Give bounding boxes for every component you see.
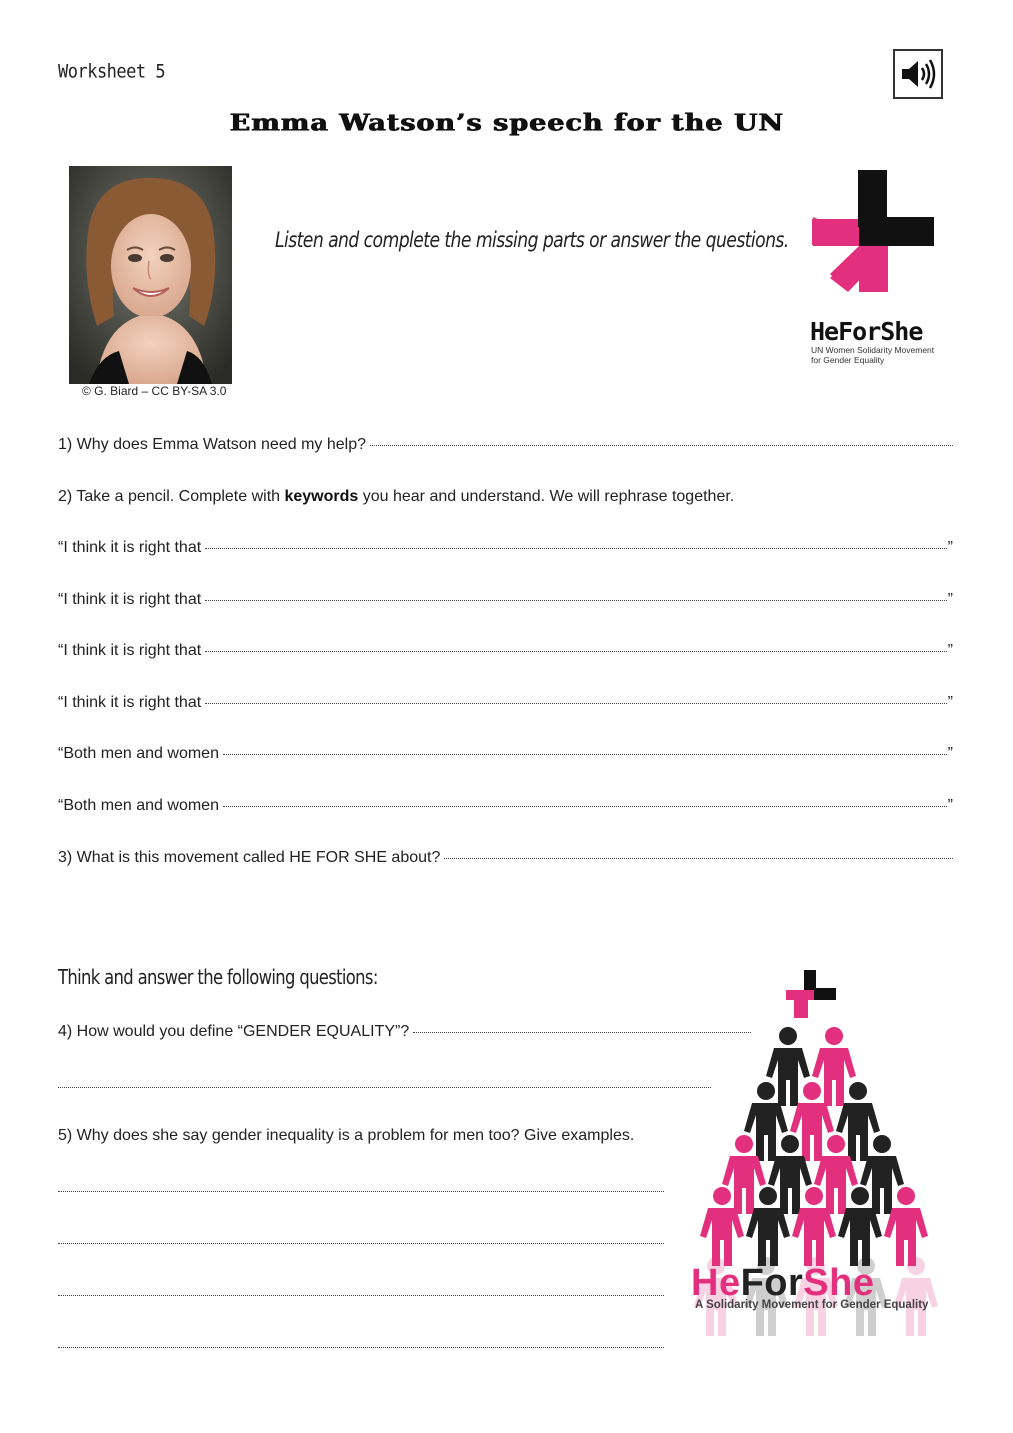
portrait-photo — [69, 166, 232, 384]
question-5: 5) Why does she say gender inequality is a problem for men too? Give examples. — [58, 1127, 635, 1144]
question-2: 2) Take a pencil. Complete with keywords you hear and understand. We will rephrase together. — [58, 488, 735, 505]
photo-credit: © G. Biard – CC BY-SA 3.0 — [82, 384, 227, 398]
answer-blank[interactable] — [205, 702, 947, 704]
answer-blank[interactable] — [205, 650, 947, 652]
question-1: 1) Why does Emma Watson need my help? — [58, 436, 953, 454]
think-line: “I think it is right that ” — [58, 694, 953, 711]
audio-play-button[interactable] — [893, 49, 943, 99]
speaker-icon — [898, 57, 938, 91]
pyramid-logo-name: HeForShe — [691, 1262, 875, 1304]
think-line: “I think it is right that ” — [58, 642, 953, 659]
answer-blank[interactable] — [444, 857, 953, 859]
pyramid-logo-subtitle: A Solidarity Movement for Gender Equality — [695, 1299, 929, 1311]
answer-blank[interactable] — [205, 547, 947, 549]
page-title: Emma Watson’s speech for the UN — [229, 110, 784, 137]
answer-blank[interactable] — [370, 444, 953, 446]
question-3: 3) What is this movement called HE FOR SHE about? — [58, 849, 953, 867]
worksheet-label: Worksheet 5 — [58, 61, 166, 83]
answer-blank[interactable] — [58, 1294, 664, 1296]
question-4: 4) How would you define “GENDER EQUALITY”? — [58, 1023, 751, 1041]
think-line: “I think it is right that ” — [58, 539, 953, 556]
both-line: “Both men and women ” — [58, 797, 953, 814]
logo-subtitle: UN Women Solidarity Movement for Gender Equality — [811, 345, 935, 365]
both-line: “Both men and women ” — [58, 745, 953, 762]
answer-blank[interactable] — [223, 753, 947, 755]
answer-blank[interactable] — [58, 1086, 711, 1088]
think-line: “I think it is right that ” — [58, 591, 953, 608]
answer-blank[interactable] — [58, 1346, 664, 1348]
answer-blank[interactable] — [205, 599, 947, 601]
answer-blank[interactable] — [58, 1242, 664, 1244]
instruction-text: Listen and complete the missing parts or answer the questions. — [275, 228, 789, 252]
section-heading: Think and answer the following questions: — [58, 965, 378, 989]
logo-name: HeForShe — [810, 317, 923, 346]
answer-blank[interactable] — [58, 1190, 664, 1192]
heforshe-logo-icon — [810, 170, 935, 295]
answer-blank[interactable] — [223, 805, 947, 807]
